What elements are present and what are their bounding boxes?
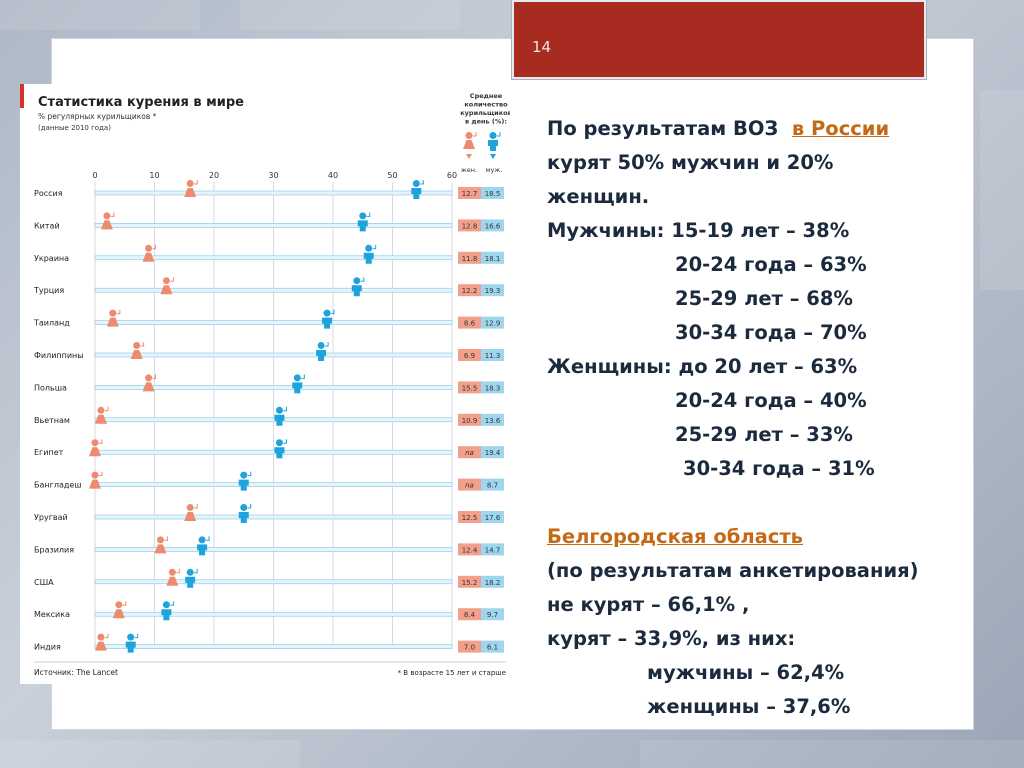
male-smoker-point [126,634,138,653]
legend-male-icon [488,132,500,151]
male-smoker-point [352,277,364,296]
female-cigs-value: 7.0 [463,643,476,652]
country-label: Уругвай [34,513,68,522]
chart-subtitle-year: (данные 2010 года) [38,124,111,132]
smokers-line: курят – 33,9%, из них: [547,627,796,650]
row-track [95,450,452,454]
female-cigs-value: 15.2 [461,578,478,587]
female-cigs-value: 12.5 [461,514,478,522]
title-banner [512,0,926,79]
x-tick-label: 60 [446,171,458,180]
legend-female-arrow [466,154,472,159]
male-cigs-value: 13.6 [484,416,501,425]
male-smoker-point [185,569,197,588]
chart-source: Источник: The Lancet [34,668,118,677]
female-cigs-value: na [465,449,474,458]
country-label: Турция [34,286,65,296]
women-age-line: 20-24 года – 40% [675,389,867,412]
male-smoker-point [411,180,423,199]
male-cigs-value: 17.6 [484,514,501,522]
country-label: Китай [34,221,60,231]
country-label: Мексика [34,610,70,620]
male-smoker-point [239,504,251,523]
row-track [95,645,452,649]
country-label: Вьетнам [34,415,70,425]
x-tick-label: 50 [387,171,398,180]
legend-female-icon [463,132,476,149]
title-accent-bar [20,84,24,108]
legend-title-line: в день (%): [465,117,507,126]
male-smoker-point [274,407,286,426]
female-cigs-value: 6.9 [463,352,476,360]
row-track [95,612,452,616]
male-cigs-value: 8.7 [486,481,499,490]
country-label: Индия [34,642,61,652]
female-cigs-value: 12.4 [461,546,478,555]
chart-footnote: * В возрасте 15 лет и старше [397,669,506,677]
female-cigs-value: na [465,481,474,490]
country-label: Бангладеш [34,480,82,490]
text-line: женщин. [547,185,650,208]
female-cigs-value: 12.2 [461,287,478,296]
country-label: Бразилия [34,545,75,555]
male-cigs-value: 18.1 [484,254,501,263]
background-tile [640,740,1024,768]
background-tile [240,0,460,30]
men-age-line: 25-29 лет – 68% [675,287,853,310]
survey-note: (по результатам анкетирования) [547,559,919,582]
male-cigs-value: 12.9 [484,319,501,328]
country-label: Польша [34,383,67,393]
male-cigs-value: 9.7 [486,611,499,620]
country-label: Египет [34,448,64,458]
male-cigs-value: 18.3 [484,384,501,393]
women-age-line: 30-34 года – 31% [683,457,875,480]
female-cigs-value: 11.8 [461,254,478,263]
text-panel [547,112,967,724]
spacer [547,486,967,520]
male-smoker-point [239,472,251,491]
background-tile [980,90,1024,290]
legend-title-line: количество [464,100,508,109]
chart-title: Статистика курения в мире [38,95,244,110]
belgorod-link[interactable]: Белгородская область [547,525,803,548]
country-label: Таиланд [34,318,70,328]
legend-male-arrow [490,154,496,159]
female-cigs-value: 12.8 [461,222,478,231]
male-smoker-point [197,536,209,555]
row-track [95,223,452,227]
russia-link[interactable]: в России [791,117,890,140]
row-track [95,515,452,519]
text-line: курят 50% мужчин и 20% [547,151,834,174]
female-cigs-value: 8.4 [463,611,476,620]
men-age-line: 30-34 года – 70% [675,321,867,344]
male-smoker-point [364,245,376,264]
male-smoker-point [292,374,304,393]
male-cigs-value: 16.6 [484,222,501,231]
row-track [95,353,452,357]
male-smoker-point [322,310,334,329]
legend-title-line: Среднее [469,92,503,100]
background-tile [0,0,200,30]
male-cigs-value: 18.2 [484,578,501,587]
male-smoker-point [358,212,370,231]
female-cigs-value: 8.6 [463,319,476,328]
x-tick-label: 40 [327,171,339,180]
country-label: Филиппины [34,351,84,360]
row-track [95,580,452,584]
female-cigs-value: 10.9 [461,416,478,425]
male-cigs-value: 19.3 [484,287,501,296]
chart-svg [20,84,510,684]
row-track [95,483,452,487]
x-tick-label: 20 [208,171,220,180]
legend-title-line: курильщиков [460,109,510,117]
x-tick-label: 0 [92,171,98,180]
who-results-text: По результатам ВОЗ [547,117,779,140]
row-track [95,418,452,422]
text-line [547,112,967,146]
men-age-line: 20-24 года – 63% [675,253,867,276]
male-cigs-value: 6.1 [486,643,499,652]
row-track [95,191,452,195]
women-age-line: 25-29 лет – 33% [675,423,853,446]
country-label: Украина [34,253,70,263]
women-heading: Женщины: до 20 лет – 63% [547,355,858,378]
male-cigs-value: 11.3 [484,352,501,360]
smokers-women-line: женщины – 37,6% [647,695,851,718]
male-cigs-value: 14.7 [484,546,501,555]
slide-number: 14 [532,38,552,56]
female-cigs-value: 15.5 [461,384,478,393]
chart-subtitle: % регулярных курильщиков * [38,112,157,121]
country-label: Россия [34,189,63,198]
men-heading: Мужчины: 15-19 лет – 38% [547,219,850,242]
male-cigs-value: 19.4 [484,449,501,458]
male-smoker-point [161,601,173,620]
background-tile [0,740,300,768]
smokers-men-line: мужчины – 62,4% [647,661,845,684]
nonsmokers-line: не курят – 66,1% , [547,593,750,616]
male-cigs-value: 18.5 [484,190,501,198]
row-track [95,321,452,325]
legend-female-label: жен. [460,166,478,174]
male-smoker-point [274,439,286,458]
row-track [95,547,452,551]
male-smoker-point [316,342,328,361]
row-track [95,288,452,292]
legend-male-label: муж. [485,166,503,174]
x-tick-label: 10 [149,171,160,180]
female-cigs-value: 12.7 [461,190,478,198]
x-tick-label: 30 [268,171,279,180]
country-label: США [34,577,54,587]
smoking-chart [20,84,510,684]
